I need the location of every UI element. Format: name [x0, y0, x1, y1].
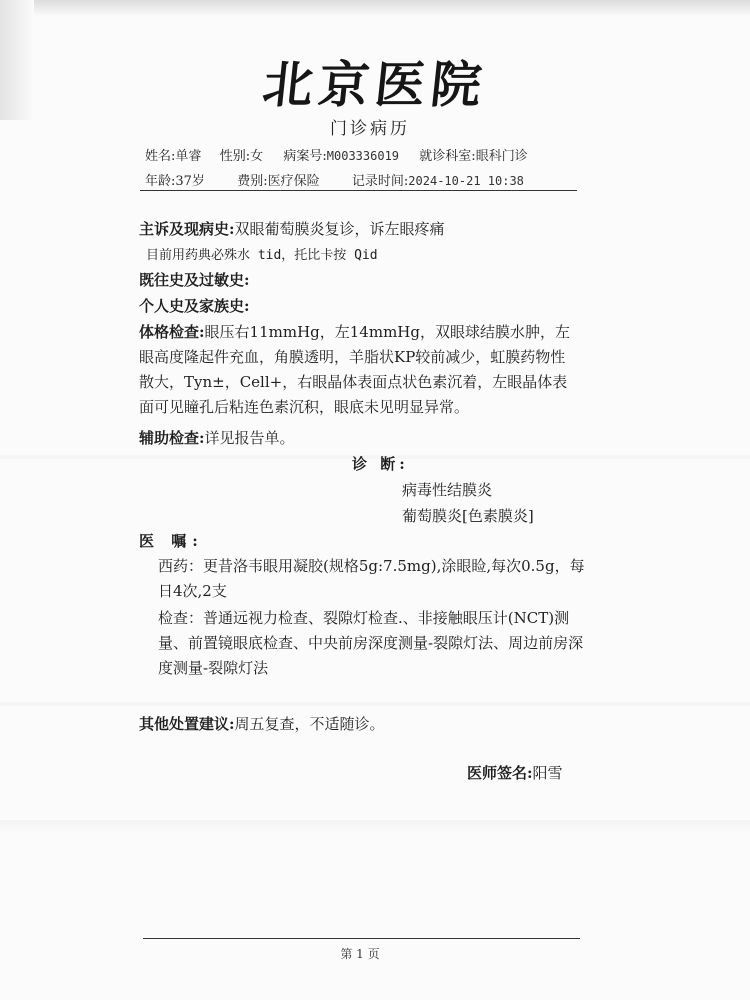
signature-label: 医师签名:: [467, 764, 533, 782]
doctor-name: 阳雪: [532, 764, 563, 782]
doctor-signature: [467, 762, 563, 783]
orders-label: 医 嘱:: [139, 532, 204, 550]
complaint-section: [139, 217, 579, 242]
name-label: 姓名:: [145, 149, 176, 164]
order-exam: 检查：普通远视力检查、裂隙灯检查.、非接触眼压计(NCT)测量、前置镜眼底检查、中央前房深度测量-裂隙灯法、周边前房深度测量-裂隙灯法: [158, 609, 584, 677]
patient-info-row-2: [145, 170, 524, 189]
scan-band: [0, 702, 750, 706]
personal-section: [139, 294, 579, 319]
diagnosis-item: 葡萄膜炎[色素膜炎]: [402, 507, 534, 525]
scan-edge-left: [0, 0, 34, 120]
fee-label: 费别:: [237, 174, 268, 189]
patient-sex: 女: [250, 149, 264, 164]
record-title: 门诊病历: [330, 119, 410, 139]
scan-edge-top: [0, 0, 750, 16]
aux-text: 详见报告单。: [204, 429, 295, 447]
exam-text: 眼压右11mmHg，左14mmHg，双眼球结膜水肿，左眼高度隆起件充血，角膜透明，羊脂状KP较前减少，虹膜药物性散大，Tyn±，Cell+，右眼晶体表面点状色素沉着，左眼晶体表面可见瞳孔后粘连色素沉积，眼底未见明显异常。: [139, 323, 570, 416]
record-number: M003336019: [326, 149, 400, 163]
patient-info-row-1: [145, 145, 528, 164]
sex-label: 性别:: [219, 149, 251, 164]
scan-shade: [0, 820, 750, 834]
header-divider: [140, 190, 577, 191]
other-text: 周五复查，不适随诊。: [234, 715, 385, 733]
footer-divider: [143, 938, 580, 939]
age-label: 年龄:: [145, 174, 176, 189]
order-medicine: 西药：更昔洛韦眼用凝胶(规格5g:7.5mg),涂眼睑,每次0.5g，每日4次,2支: [158, 557, 585, 600]
aux-label: 辅助检查:: [139, 429, 205, 447]
time-label: 记录时间:: [351, 174, 409, 189]
record-no-label: 病案号:: [283, 149, 327, 164]
aux-section: [139, 426, 579, 451]
other-label: 其他处置建议:: [139, 715, 235, 733]
page-number: 第 1 页: [340, 947, 380, 961]
department-label: 就诊科室:: [419, 149, 476, 164]
fee-type: 医疗保险: [267, 174, 320, 189]
department: 眼科门诊: [475, 149, 528, 164]
exam-label: 体格检查:: [139, 323, 205, 341]
diagnosis-label: 诊 断:: [352, 455, 409, 473]
history-label: 既往史及过敏史:: [139, 271, 250, 289]
hospital-name: 北京医院: [259, 55, 491, 114]
diagnosis-item: 病毒性结膜炎: [402, 481, 493, 499]
record-time: 2024-10-21 10:38: [408, 174, 524, 188]
complaint-text: 双眼葡萄膜炎复诊，诉左眼疼痛: [234, 220, 445, 238]
history-section: [139, 268, 579, 293]
other-section: [139, 712, 579, 737]
complaint-label: 主诉及现病史:: [139, 220, 235, 238]
patient-age: 37岁: [175, 174, 205, 189]
personal-label: 个人史及家族史:: [139, 297, 250, 315]
patient-name: 单睿: [175, 149, 202, 164]
exam-section: [139, 320, 579, 420]
complaint-medication: [146, 242, 586, 268]
complaint-line2: 目前用药典必殊水 tid，托比卡按 Qid: [146, 248, 378, 263]
